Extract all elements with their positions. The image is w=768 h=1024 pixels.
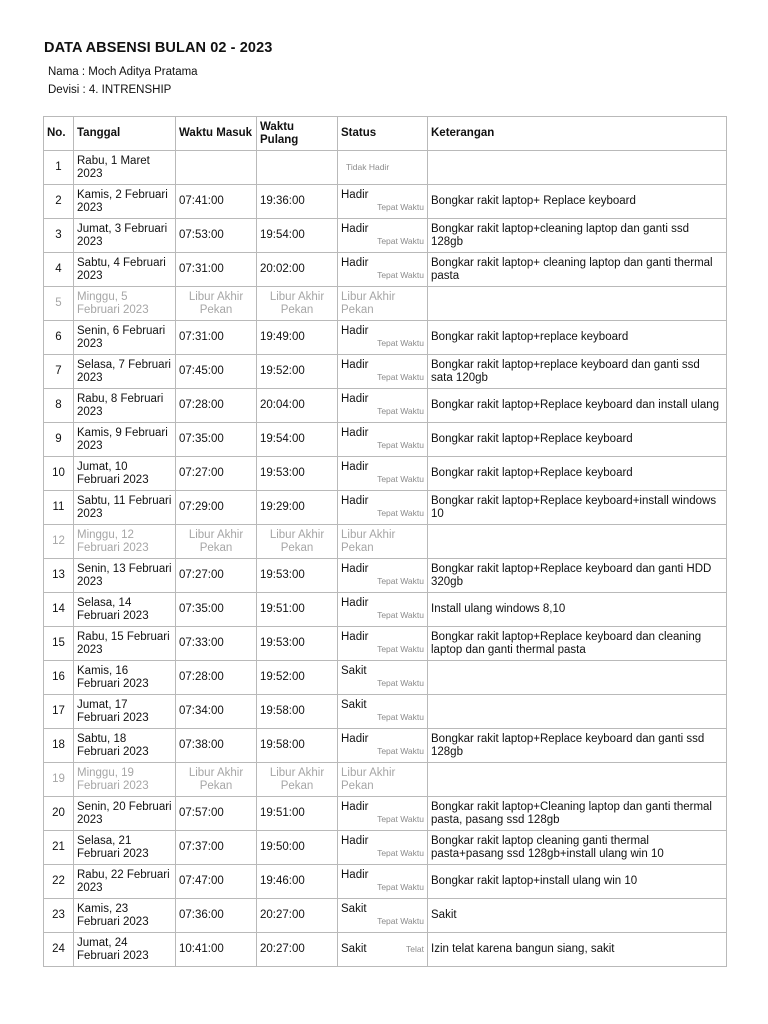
column-header-no: No. [44, 117, 74, 151]
employee-name: Nama : Moch Aditya Pratama [48, 66, 198, 78]
cell-waktu-pulang: 19:53:00 [257, 627, 338, 661]
status-label: Hadir [341, 631, 369, 643]
status-punctuality: Tepat Waktu [377, 508, 424, 518]
status-punctuality: Tepat Waktu [377, 746, 424, 756]
cell-status [338, 389, 428, 423]
cell-waktu-pulang: 19:51:00 [257, 593, 338, 627]
status-label: Hadir [341, 427, 369, 439]
status-label: Libur Akhir Pekan [341, 528, 396, 554]
cell-no: 6 [44, 321, 74, 355]
cell-waktu-masuk: 07:33:00 [176, 627, 257, 661]
cell-status [338, 491, 428, 525]
cell-tanggal: Kamis, 16 Februari 2023 [74, 661, 176, 695]
cell-tanggal: Rabu, 15 Februari 2023 [74, 627, 176, 661]
cell-keterangan: Bongkar rakit laptop+Replace keyboard dan ganti HDD 320gb [428, 559, 727, 593]
table-row [44, 831, 727, 865]
table-row [44, 695, 727, 729]
status-punctuality: Tepat Waktu [377, 916, 424, 926]
cell-waktu-pulang: 20:04:00 [257, 389, 338, 423]
table-row [44, 151, 727, 185]
column-header-waktu-masuk: Waktu Masuk [176, 117, 257, 151]
cell-waktu-pulang: 19:52:00 [257, 661, 338, 695]
cell-no: 15 [44, 627, 74, 661]
cell-status [338, 219, 428, 253]
cell-keterangan: Sakit [428, 899, 727, 933]
cell-waktu-masuk: Libur Akhir Pekan [176, 525, 257, 559]
cell-waktu-masuk: 07:34:00 [176, 695, 257, 729]
cell-waktu-pulang: 19:58:00 [257, 729, 338, 763]
table-row [44, 661, 727, 695]
status-punctuality: Tepat Waktu [377, 848, 424, 858]
cell-waktu-masuk: 07:35:00 [176, 423, 257, 457]
cell-waktu-masuk: 07:35:00 [176, 593, 257, 627]
cell-waktu-masuk: 07:29:00 [176, 491, 257, 525]
table-row [44, 185, 727, 219]
cell-no: 5 [44, 287, 74, 321]
cell-status [338, 321, 428, 355]
table-row [44, 763, 727, 797]
cell-status [338, 457, 428, 491]
table-row [44, 491, 727, 525]
status-label: Hadir [341, 563, 369, 575]
cell-status [338, 559, 428, 593]
cell-keterangan: Izin telat karena bangun siang, sakit [428, 933, 727, 967]
cell-tanggal: Rabu, 8 Februari 2023 [74, 389, 176, 423]
table-row [44, 559, 727, 593]
cell-keterangan: Bongkar rakit laptop+Replace keyboard dan ganti ssd 128gb [428, 729, 727, 763]
cell-no: 23 [44, 899, 74, 933]
status-punctuality: Tepat Waktu [377, 270, 424, 280]
cell-tanggal: Jumat, 10 Februari 2023 [74, 457, 176, 491]
cell-tanggal: Kamis, 9 Februari 2023 [74, 423, 176, 457]
cell-no: 8 [44, 389, 74, 423]
cell-keterangan: Bongkar rakit laptop+Replace keyboard dan cleaning laptop dan ganti thermal pasta [428, 627, 727, 661]
cell-waktu-masuk: 07:31:00 [176, 253, 257, 287]
cell-keterangan [428, 151, 727, 185]
status-label: Sakit [341, 699, 367, 711]
cell-status [338, 695, 428, 729]
cell-keterangan: Bongkar rakit laptop+Replace keyboard [428, 423, 727, 457]
cell-status [338, 287, 428, 321]
cell-tanggal: Selasa, 7 Februari 2023 [74, 355, 176, 389]
table-row [44, 899, 727, 933]
status-label: Hadir [341, 325, 369, 337]
cell-waktu-pulang: Libur Akhir Pekan [257, 525, 338, 559]
cell-waktu-masuk: 07:31:00 [176, 321, 257, 355]
cell-waktu-masuk: 07:27:00 [176, 559, 257, 593]
cell-keterangan [428, 661, 727, 695]
status-label: Hadir [341, 733, 369, 745]
column-header-keterangan: Keterangan [428, 117, 727, 151]
status-punctuality: Tepat Waktu [377, 576, 424, 586]
cell-tanggal: Sabtu, 18 Februari 2023 [74, 729, 176, 763]
cell-tanggal: Senin, 6 Februari 2023 [74, 321, 176, 355]
cell-waktu-pulang: 19:54:00 [257, 423, 338, 457]
table-body [44, 151, 727, 967]
cell-keterangan [428, 695, 727, 729]
cell-waktu-masuk: 07:45:00 [176, 355, 257, 389]
status-punctuality: Tepat Waktu [377, 712, 424, 722]
table-row [44, 525, 727, 559]
cell-waktu-pulang: 19:51:00 [257, 797, 338, 831]
cell-waktu-pulang: Libur Akhir Pekan [257, 763, 338, 797]
cell-tanggal: Selasa, 14 Februari 2023 [74, 593, 176, 627]
cell-status [338, 865, 428, 899]
column-header-waktu-pulang: Waktu Pulang [257, 117, 338, 151]
status-label: Hadir [341, 495, 369, 507]
cell-status [338, 185, 428, 219]
page-title: DATA ABSENSI BULAN 02 - 2023 [44, 40, 273, 56]
status-punctuality: Tepat Waktu [377, 814, 424, 824]
status-punctuality: Tepat Waktu [377, 882, 424, 892]
status-punctuality: Tidak Hadir [346, 161, 390, 172]
column-header-tanggal: Tanggal [74, 117, 176, 151]
cell-status [338, 831, 428, 865]
cell-waktu-pulang: 19:53:00 [257, 457, 338, 491]
cell-waktu-pulang: 20:27:00 [257, 899, 338, 933]
cell-waktu-pulang: 19:58:00 [257, 695, 338, 729]
cell-status [338, 933, 428, 967]
cell-waktu-masuk: 07:53:00 [176, 219, 257, 253]
status-label: Hadir [341, 189, 369, 201]
cell-no: 2 [44, 185, 74, 219]
table-row [44, 627, 727, 661]
cell-keterangan: Bongkar rakit laptop+cleaning laptop dan ganti ssd 128gb [428, 219, 727, 253]
table-row [44, 287, 727, 321]
cell-no: 18 [44, 729, 74, 763]
cell-tanggal: Minggu, 19 Februari 2023 [74, 763, 176, 797]
cell-waktu-pulang: Libur Akhir Pekan [257, 287, 338, 321]
table-row [44, 423, 727, 457]
cell-status [338, 627, 428, 661]
cell-no: 10 [44, 457, 74, 491]
status-label: Sakit [341, 903, 367, 915]
cell-waktu-pulang: 20:02:00 [257, 253, 338, 287]
cell-keterangan: Bongkar rakit laptop+replace keyboard dan ganti ssd sata 120gb [428, 355, 727, 389]
cell-no: 13 [44, 559, 74, 593]
cell-no: 9 [44, 423, 74, 457]
cell-waktu-masuk: 07:57:00 [176, 797, 257, 831]
status-label: Hadir [341, 801, 369, 813]
table-row [44, 253, 727, 287]
cell-tanggal: Minggu, 5 Februari 2023 [74, 287, 176, 321]
cell-tanggal: Sabtu, 4 Februari 2023 [74, 253, 176, 287]
cell-no: 3 [44, 219, 74, 253]
status-punctuality: Tepat Waktu [377, 474, 424, 484]
cell-keterangan: Install ulang windows 8,10 [428, 593, 727, 627]
status-label: Sakit [341, 943, 367, 955]
status-label: Hadir [341, 597, 369, 609]
cell-waktu-masuk: 07:47:00 [176, 865, 257, 899]
cell-waktu-pulang: 19:29:00 [257, 491, 338, 525]
cell-tanggal: Sabtu, 11 Februari 2023 [74, 491, 176, 525]
cell-keterangan [428, 525, 727, 559]
status-label: Hadir [341, 359, 369, 371]
cell-keterangan: Bongkar rakit laptop+install ulang win 10 [428, 865, 727, 899]
cell-keterangan: Bongkar rakit laptop+ Replace keyboard [428, 185, 727, 219]
cell-no: 4 [44, 253, 74, 287]
cell-keterangan: Bongkar rakit laptop+Replace keyboard dan install ulang [428, 389, 727, 423]
cell-tanggal: Jumat, 24 Februari 2023 [74, 933, 176, 967]
status-punctuality: Tepat Waktu [377, 202, 424, 212]
table-row [44, 355, 727, 389]
status-label: Libur Akhir Pekan [341, 290, 396, 316]
cell-status [338, 423, 428, 457]
employee-division: Devisi : 4. INTRENSHIP [48, 84, 172, 96]
cell-tanggal: Rabu, 22 Februari 2023 [74, 865, 176, 899]
column-header-status: Status [338, 117, 428, 151]
table-row [44, 457, 727, 491]
table-row [44, 321, 727, 355]
cell-keterangan: Bongkar rakit laptop+ cleaning laptop dan ganti thermal pasta [428, 253, 727, 287]
cell-keterangan: Bongkar rakit laptop+Replace keyboard [428, 457, 727, 491]
cell-waktu-pulang: 19:54:00 [257, 219, 338, 253]
cell-status [338, 253, 428, 287]
cell-no: 1 [44, 151, 74, 185]
cell-keterangan: Bongkar rakit laptop cleaning ganti thermal pasta+pasang ssd 128gb+install ulang win 10 [428, 831, 727, 865]
cell-status [338, 593, 428, 627]
cell-waktu-masuk: 07:28:00 [176, 389, 257, 423]
status-label: Hadir [341, 257, 369, 269]
table-row [44, 389, 727, 423]
cell-keterangan [428, 287, 727, 321]
cell-status [338, 151, 428, 185]
cell-waktu-masuk: 07:28:00 [176, 661, 257, 695]
cell-waktu-masuk [176, 151, 257, 185]
cell-waktu-pulang: 19:46:00 [257, 865, 338, 899]
status-punctuality: Tepat Waktu [377, 678, 424, 688]
cell-keterangan [428, 763, 727, 797]
cell-waktu-masuk: 07:41:00 [176, 185, 257, 219]
table-row [44, 593, 727, 627]
cell-waktu-pulang: 19:52:00 [257, 355, 338, 389]
cell-tanggal: Rabu, 1 Maret 2023 [74, 151, 176, 185]
cell-tanggal: Jumat, 17 Februari 2023 [74, 695, 176, 729]
cell-waktu-masuk: 10:41:00 [176, 933, 257, 967]
cell-tanggal: Senin, 20 Februari 2023 [74, 797, 176, 831]
cell-no: 21 [44, 831, 74, 865]
status-punctuality: Tepat Waktu [377, 644, 424, 654]
status-punctuality: Tepat Waktu [377, 236, 424, 246]
status-label: Hadir [341, 835, 369, 847]
cell-waktu-pulang: 19:53:00 [257, 559, 338, 593]
table-header-row [44, 117, 727, 151]
cell-waktu-pulang: 19:36:00 [257, 185, 338, 219]
cell-status [338, 797, 428, 831]
cell-no: 20 [44, 797, 74, 831]
status-punctuality: Tepat Waktu [377, 372, 424, 382]
cell-tanggal: Kamis, 23 Februari 2023 [74, 899, 176, 933]
status-label: Sakit [341, 665, 367, 677]
status-label: Hadir [341, 223, 369, 235]
status-label: Hadir [341, 869, 369, 881]
status-label: Hadir [341, 393, 369, 405]
cell-keterangan: Bongkar rakit laptop+Replace keyboard+install windows 10 [428, 491, 727, 525]
cell-no: 7 [44, 355, 74, 389]
cell-no: 24 [44, 933, 74, 967]
cell-waktu-masuk: 07:27:00 [176, 457, 257, 491]
cell-status [338, 661, 428, 695]
cell-tanggal: Senin, 13 Februari 2023 [74, 559, 176, 593]
cell-no: 16 [44, 661, 74, 695]
attendance-table [43, 116, 727, 967]
cell-no: 17 [44, 695, 74, 729]
cell-no: 12 [44, 525, 74, 559]
status-punctuality: Tepat Waktu [377, 406, 424, 416]
cell-no: 19 [44, 763, 74, 797]
status-punctuality: Tepat Waktu [377, 610, 424, 620]
table-row [44, 219, 727, 253]
status-label: Hadir [341, 461, 369, 473]
status-punctuality: Tepat Waktu [377, 338, 424, 348]
cell-waktu-pulang [257, 151, 338, 185]
table-row [44, 865, 727, 899]
cell-waktu-pulang: 19:50:00 [257, 831, 338, 865]
cell-status [338, 729, 428, 763]
cell-status [338, 525, 428, 559]
cell-waktu-pulang: 19:49:00 [257, 321, 338, 355]
table-row [44, 797, 727, 831]
cell-status [338, 899, 428, 933]
cell-status [338, 355, 428, 389]
status-label: Libur Akhir Pekan [341, 766, 396, 792]
cell-waktu-masuk: 07:38:00 [176, 729, 257, 763]
cell-no: 11 [44, 491, 74, 525]
table-row [44, 933, 727, 967]
cell-waktu-masuk: 07:36:00 [176, 899, 257, 933]
cell-status [338, 763, 428, 797]
cell-no: 22 [44, 865, 74, 899]
cell-tanggal: Minggu, 12 Februari 2023 [74, 525, 176, 559]
status-punctuality: Telat [406, 944, 424, 954]
cell-waktu-masuk: Libur Akhir Pekan [176, 287, 257, 321]
table-row [44, 729, 727, 763]
cell-tanggal: Kamis, 2 Februari 2023 [74, 185, 176, 219]
cell-keterangan: Bongkar rakit laptop+replace keyboard [428, 321, 727, 355]
cell-waktu-pulang: 20:27:00 [257, 933, 338, 967]
cell-waktu-masuk: Libur Akhir Pekan [176, 763, 257, 797]
cell-tanggal: Jumat, 3 Februari 2023 [74, 219, 176, 253]
cell-waktu-masuk: 07:37:00 [176, 831, 257, 865]
status-punctuality: Tepat Waktu [377, 440, 424, 450]
cell-keterangan: Bongkar rakit laptop+Cleaning laptop dan ganti thermal pasta, pasang ssd 128gb [428, 797, 727, 831]
cell-tanggal: Selasa, 21 Februari 2023 [74, 831, 176, 865]
cell-no: 14 [44, 593, 74, 627]
